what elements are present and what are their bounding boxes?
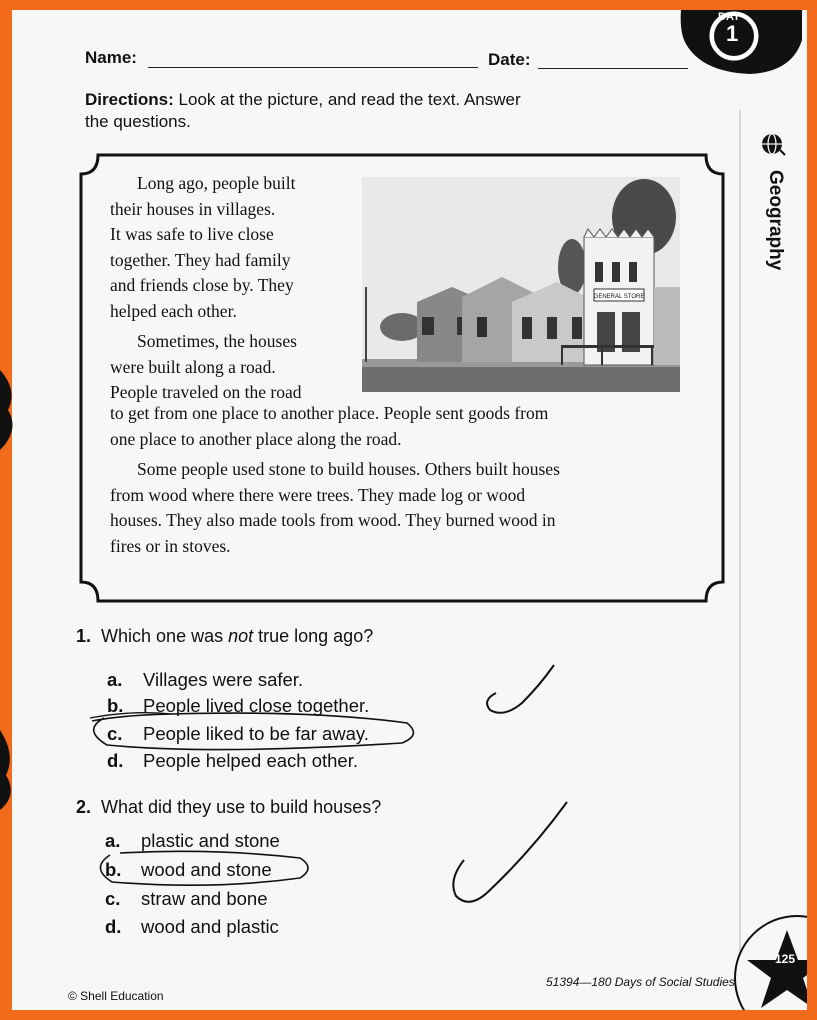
option-letter: a. [105,830,121,851]
check-mark [487,665,554,713]
book-title: 51394—180 Days of Social Studies [546,975,735,989]
check-mark [453,802,567,902]
option-text: wood and stone [141,859,272,880]
passage-line: houses. They also made tools from wood. They burned wood in [110,510,556,530]
passage-line: together. They had family [110,249,291,270]
passage-line: Some people used stone to build houses. Others built houses [137,459,560,479]
directions-line1: Look at the picture, and read the text. Answer [178,90,521,109]
passage-line: and friends close by. They [110,275,294,295]
passage-line: their houses in villages. [110,198,276,219]
question-text: Which one was [101,626,229,646]
passage-line: to get from one place to another place. People sent goods from [110,403,549,423]
option-letter: a. [107,669,123,690]
passage-line: from wood where there were trees. They made log or wood [110,484,526,505]
option-letter: b. [107,695,124,716]
question-text-end: true long ago? [253,626,374,646]
subject-label: Geography [765,170,786,271]
passage-line: Long ago, people built [137,173,296,193]
directions-line2: the questions. [85,112,191,131]
page-number: 125 [775,952,796,966]
day-label: DAY [718,11,741,23]
option-letter: d. [107,750,124,771]
question-text: What did they use to build houses? [101,797,382,817]
option-letter: c. [107,723,123,744]
passage-line: helped each other. [110,300,237,321]
question-number: 2. [76,797,92,817]
passage-line: were built along a road. [110,356,276,377]
option-text: People liked to be far away. [143,723,369,744]
question-number: 1. [76,626,92,646]
passage-line: one place to another place along the road. [110,428,402,449]
directions-label: Directions: [85,90,174,109]
option-letter: d. [105,916,122,937]
passage-line: People traveled on the road [110,382,302,402]
question-emphasis: not [228,626,254,646]
day-number: 1 [726,21,739,46]
date-label: Date: [488,50,531,69]
option-letter: b. [105,859,122,880]
option-text: wood and plastic [141,916,279,937]
answer-circle [92,713,413,749]
handwritten-marks [12,10,807,1010]
worksheet-page [12,10,807,1010]
option-text: plastic and stone [141,830,280,851]
passage-line: It was safe to live close [110,224,274,244]
answer-circle [100,851,308,885]
name-label: Name: [85,48,137,67]
option-text: People lived close together. [143,695,370,716]
passage-line: fires or in stoves. [110,535,231,556]
copyright: © Shell Education [68,989,164,1003]
option-letter: c. [105,888,121,909]
torn-edge [0,370,20,450]
torn-edge [0,730,20,810]
passage-line: Sometimes, the houses [137,331,297,351]
option-text: Villages were safer. [143,669,304,690]
option-text: People helped each other. [143,750,358,771]
option-text: straw and bone [141,888,268,909]
store-sign: GENERAL STORE [593,294,645,300]
